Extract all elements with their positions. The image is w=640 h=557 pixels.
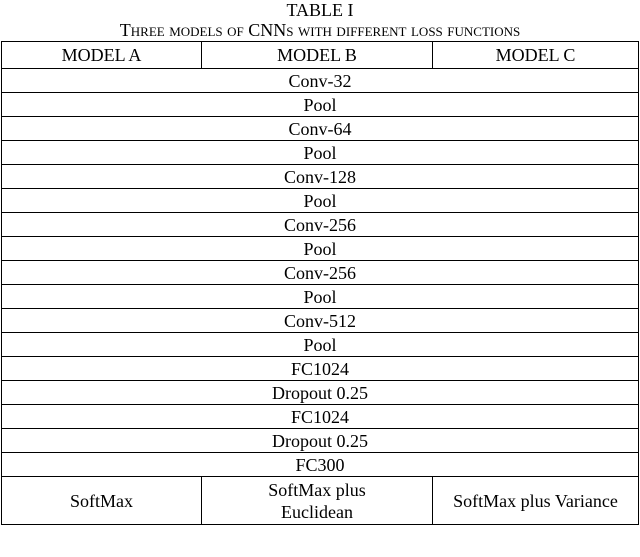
- loss-model-b-line2: Euclidean: [281, 501, 353, 522]
- table-row: [2, 261, 639, 285]
- layer-cell: Pool: [2, 285, 639, 309]
- header-row: [2, 42, 639, 69]
- loss-function-row: [2, 477, 639, 525]
- table-row: [2, 333, 639, 357]
- header-model-b: MODEL B: [202, 42, 433, 69]
- layer-cell: FC1024: [2, 357, 639, 381]
- table-row: [2, 453, 639, 477]
- layer-cell: Pool: [2, 93, 639, 117]
- layer-cell: Conv-512: [2, 309, 639, 333]
- loss-model-c: SoftMax plus Variance: [433, 477, 639, 525]
- layer-cell: Pool: [2, 189, 639, 213]
- table-row: [2, 189, 639, 213]
- layer-cell: FC1024: [2, 405, 639, 429]
- layer-cell: Conv-128: [2, 165, 639, 189]
- layer-cell: Pool: [2, 237, 639, 261]
- table-row: [2, 117, 639, 141]
- loss-model-a: SoftMax: [2, 477, 202, 525]
- layer-cell: Conv-64: [2, 117, 639, 141]
- table-row: [2, 285, 639, 309]
- table-row: [2, 141, 639, 165]
- table-row: [2, 381, 639, 405]
- header-model-a: MODEL A: [2, 42, 202, 69]
- layer-cell: FC300: [2, 453, 639, 477]
- table-row: [2, 309, 639, 333]
- table-row: [2, 69, 639, 93]
- table-row: [2, 165, 639, 189]
- layer-cell: Conv-256: [2, 213, 639, 237]
- loss-model-b-line1: SoftMax plus: [268, 479, 366, 500]
- header-model-c: MODEL C: [433, 42, 639, 69]
- layer-cell: Dropout 0.25: [2, 429, 639, 453]
- loss-model-b: [202, 477, 433, 525]
- table-row: [2, 429, 639, 453]
- table-row: [2, 213, 639, 237]
- table-row: [2, 93, 639, 117]
- layer-cell: Conv-256: [2, 261, 639, 285]
- table-row: [2, 405, 639, 429]
- layer-cell: Conv-32: [2, 69, 639, 93]
- table-row: [2, 357, 639, 381]
- layer-cell: Pool: [2, 141, 639, 165]
- model-table: [1, 41, 639, 525]
- table-label: TABLE I: [286, 0, 354, 20]
- table-row: [2, 237, 639, 261]
- layer-cell: Pool: [2, 333, 639, 357]
- layer-cell: Dropout 0.25: [2, 381, 639, 405]
- table-caption: Three models of CNNs with different loss functions: [119, 20, 521, 40]
